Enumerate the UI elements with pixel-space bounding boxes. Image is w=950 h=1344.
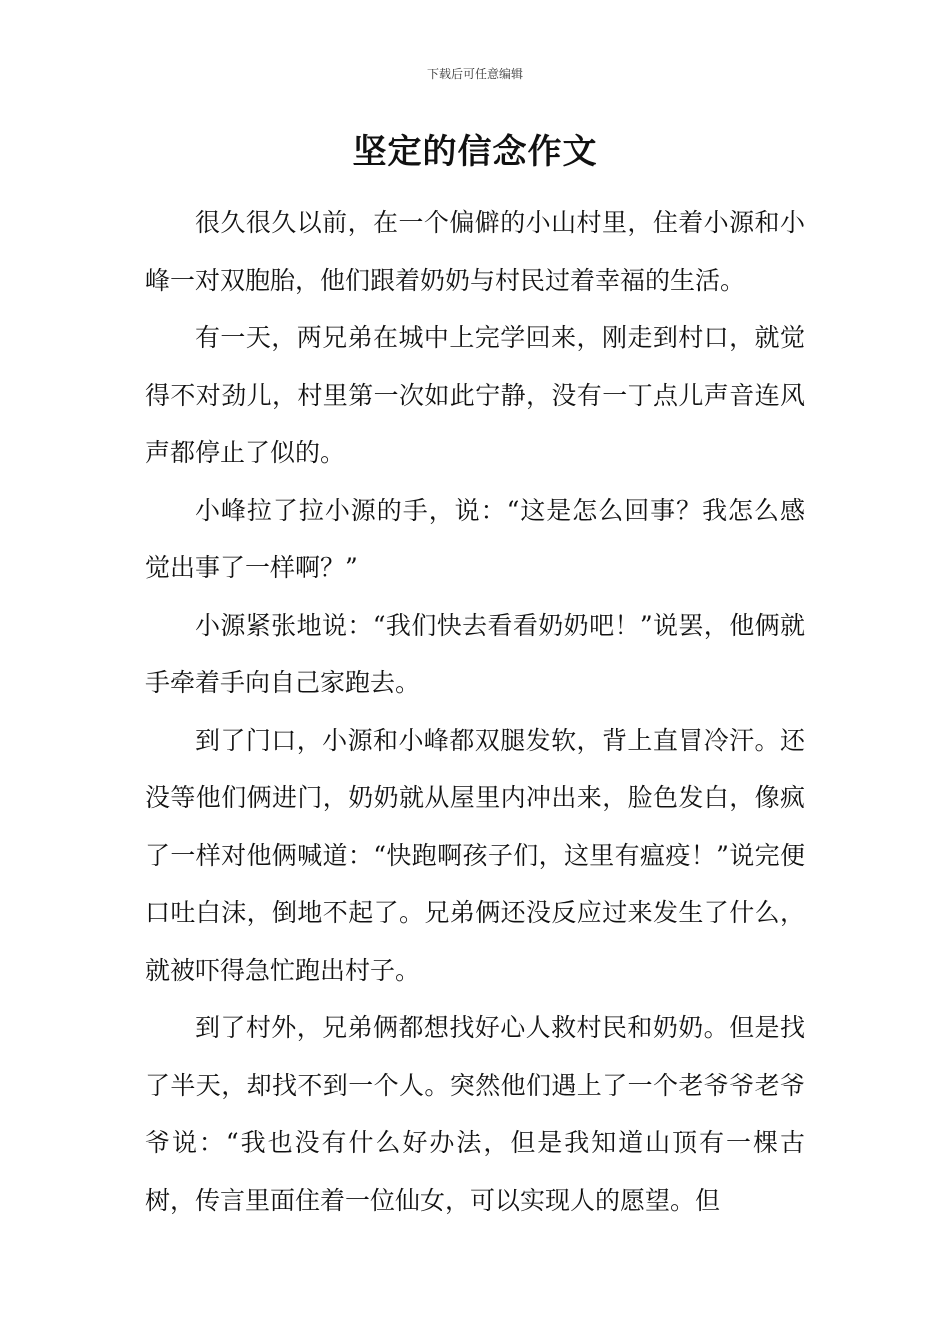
paragraph: 到了门口，小源和小峰都双腿发软，背上直冒冷汗。还没等他们俩进门，奶奶就从屋里内冲出来，脸色发白，像疯了一样对他俩喊道：“快跑啊孩子们，这里有瘟疫！”说完便口吐白沫，倒地不起了。兄弟俩还没反应过来发生了什么，就被吓得急忙跑出村子。	[145, 725, 805, 985]
paragraph: 很久很久以前，在一个偏僻的小山村里，住着小源和小峰一对双胞胎，他们跟着奶奶与村民过着幸福的生活。	[145, 208, 805, 295]
paragraph: 到了村外，兄弟俩都想找好心人救村民和奶奶。但是找了半天，却找不到一个人。突然他们遇上了一个老爷爷老爷爷说：“我也没有什么好办法，但是我知道山顶有一棵古树，传言里面住着一位仙女，可以实现人的愿望。但	[145, 1013, 805, 1215]
paragraph: 小源紧张地说：“我们快去看看奶奶吧！”说罢，他俩就手牵着手向自己家跑去。	[145, 610, 805, 697]
body-text	[145, 194, 805, 1229]
header-note: 下载后可任意编辑	[426, 67, 523, 81]
paragraph: 小峰拉了拉小源的手，说：“这是怎么回事？我怎么感觉出事了一样啊？”	[145, 495, 805, 582]
document-title: 坚定的信念作文	[352, 132, 598, 172]
paragraph: 有一天，两兄弟在城中上完学回来，刚走到村口，就觉得不对劲儿，村里第一次如此宁静，没有一丁点儿声音连风声都停止了似的。	[145, 323, 805, 467]
